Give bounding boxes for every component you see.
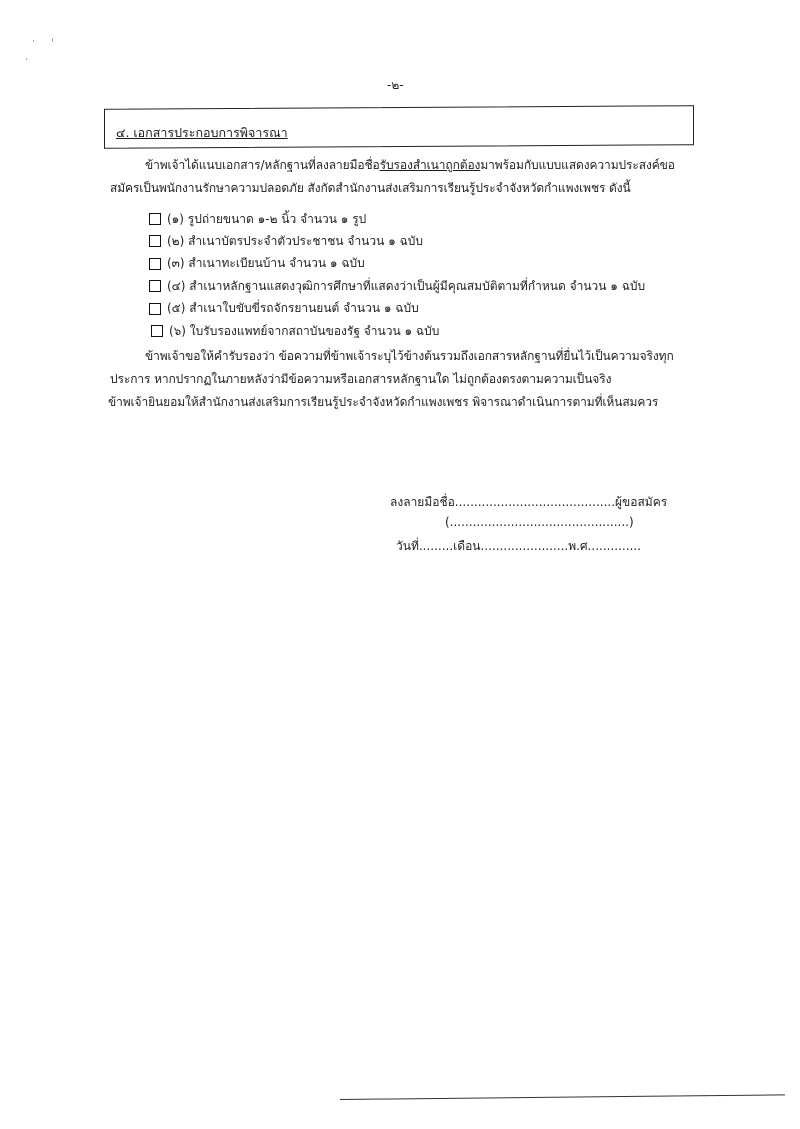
certification-paragraph-line-2: ประการ หากปรากฏในภายหลังว่ามีข้อความหรือเอกสารหลักฐานใด ไม่ถูกต้องตรงตามความเป็นจริง bbox=[110, 372, 612, 386]
checklist-item bbox=[149, 208, 645, 230]
certification-paragraph-line-1: ข้าพเจ้าขอให้คำรับรองว่า ข้อความที่ข้าพเจ้าระบุไว้ข้างต้นรวมถึงเอกสารหลักฐานที่ยื่นไว้เป็นความจริงทุก bbox=[145, 349, 674, 363]
checklist-item-label: (๕) สำเนาใบขับขี่รถจักรยานยนต์ จำนวน ๑ ฉบับ bbox=[167, 301, 419, 315]
intro-paragraph-line-1 bbox=[145, 156, 675, 175]
checklist-item bbox=[149, 297, 645, 320]
intro-text-after: มาพร้อมกับแบบแสดงความประสงค์ขอ bbox=[480, 158, 675, 172]
checklist-item bbox=[149, 230, 645, 252]
checklist-item bbox=[151, 320, 645, 342]
checklist-item bbox=[149, 275, 645, 297]
checkbox[interactable] bbox=[149, 280, 161, 292]
scan-speck bbox=[52, 38, 53, 42]
document-checklist bbox=[149, 208, 645, 342]
checkbox[interactable] bbox=[149, 213, 161, 225]
checklist-item-label: (๒) สำเนาบัตรประจำตัวประชาชน จำนวน ๑ ฉบับ bbox=[167, 233, 423, 248]
checklist-item-label: (๖) ใบรับรองแพทย์จากสถาบันของรัฐ จำนวน ๑ ฉบับ bbox=[169, 323, 440, 338]
checkbox[interactable] bbox=[151, 325, 163, 337]
certification-paragraph-line-3: ข้าพเจ้ายินยอมให้สำนักงานส่งเสริมการเรียนรู้ประจำจังหวัดกำแพงเพชร พิจารณาดำเนินการตามที่เห็นสมควร bbox=[108, 395, 659, 409]
signature-line: ลงลายมือชื่อ..........................................ผู้ขอสมัคร bbox=[390, 495, 668, 509]
checklist-item-label: (๔) สำเนาหลักฐานแสดงวุฒิการศึกษาที่แสดงว่าเป็นผู้มีคุณสมบัติตามที่กำหนด จำนวน ๑ ฉบับ bbox=[167, 278, 646, 293]
checklist-item-label: (๓) สำเนาทะเบียนบ้าน จำนวน ๑ ฉบับ bbox=[167, 256, 365, 270]
printed-name-line: (...............................................) bbox=[445, 515, 634, 529]
checkbox[interactable] bbox=[149, 258, 161, 270]
checklist-item-label: (๑) รูปถ่ายขนาด ๑-๒ นิ้ว จำนวน ๑ รูป bbox=[167, 211, 367, 226]
certified-copy-text: รับรองสำเนาถูกต้อง bbox=[379, 158, 481, 172]
footer-rule bbox=[340, 1094, 785, 1100]
checkbox[interactable] bbox=[149, 235, 161, 247]
intro-paragraph-line-2: สมัครเป็นพนักงานรักษาความปลอดภัย สังกัดสำนักงานส่งเสริมการเรียนรู้ประจำจังหวัดกำแพงเพชร ดังนี้ bbox=[110, 181, 631, 195]
scan-speck bbox=[33, 40, 34, 42]
page-number: -๒- bbox=[387, 78, 404, 92]
checklist-item bbox=[149, 252, 645, 275]
date-line: วันที่.........เดือน.......................พ.ศ.............. bbox=[396, 539, 641, 553]
section-title: ๔. เอกสารประกอบการพิจารณา bbox=[116, 125, 288, 140]
scan-speck bbox=[26, 58, 27, 60]
checkbox[interactable] bbox=[149, 303, 161, 315]
intro-text-before: ข้าพเจ้าได้แนบเอกสาร/หลักฐานที่ลงลายมือชื่อ bbox=[145, 158, 380, 172]
